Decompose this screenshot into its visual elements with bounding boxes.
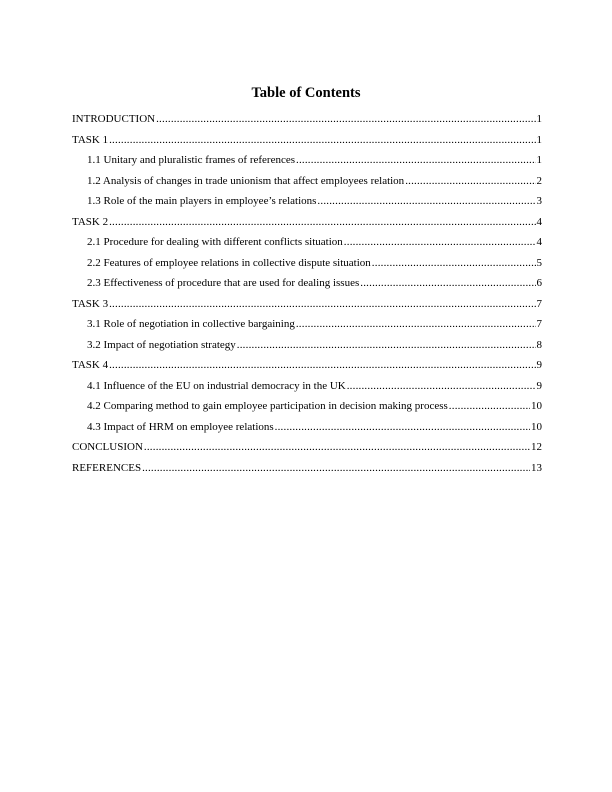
toc-leader-dots [344,235,536,249]
toc-entry-4-3[interactable] [72,420,542,441]
toc-leader-dots [109,215,535,229]
toc-entry-label: 1.1 Unitary and pluralistic frames of references [87,154,295,166]
toc-leader-dots [275,420,530,434]
toc-entry-label: 4.1 Influence of the EU on industrial democracy in the UK [87,379,346,392]
toc-entry-task-2[interactable] [72,215,542,236]
toc-entry-label: 2.2 Features of employee relations in collective dispute situation [87,256,371,269]
toc-leader-dots [109,133,535,147]
toc-title: Table of Contents [251,85,361,101]
toc-entry-page: 1 [536,154,542,166]
toc-leader-dots [109,358,535,372]
toc-entry-page: 4 [536,236,542,248]
toc-leader-dots [360,276,535,290]
toc-entry-4-1[interactable] [72,379,542,400]
toc-entry-page: 1 [536,133,542,146]
toc-entry-page: 10 [531,420,542,433]
toc-entry-2-1[interactable] [72,235,542,256]
toc-entry-label: 4.2 Comparing method to gain employee participation in decision making process [87,400,448,412]
toc-entry-label: TASK 1 [72,133,109,146]
toc-leader-dots [296,317,536,331]
toc-leader-dots [296,153,536,167]
toc-entry-task-3[interactable] [72,297,542,318]
toc-entry-page: 8 [536,338,542,351]
toc-entry-label: 1.3 Role of the main players in employee’s relations [87,195,317,207]
toc-list [72,112,542,481]
toc-entry-label: 1.2 Analysis of changes in trade unionism that affect employees relation [87,174,405,187]
toc-leader-dots [317,194,535,208]
toc-entry-label: TASK 2 [72,215,109,228]
toc-entry-label: INTRODUCTION [72,113,156,125]
toc-leader-dots [109,297,535,311]
toc-entry-page: 7 [536,297,542,310]
toc-entry-page: 1 [536,113,542,125]
toc-entry-label: REFERENCES [72,461,142,474]
toc-entry-2-3[interactable] [72,276,542,297]
toc-entry-label: TASK 3 [72,297,109,310]
toc-leader-dots [156,112,535,126]
toc-entry-page: 10 [531,400,542,412]
toc-entry-task-4[interactable] [72,358,542,379]
toc-entry-label: 3.2 Impact of negotiation strategy [87,338,236,351]
toc-entry-page: 13 [531,461,542,474]
toc-entry-2-2[interactable] [72,256,542,277]
toc-leader-dots [449,399,530,413]
toc-entry-page: 9 [536,359,542,371]
toc-entry-label: 2.1 Procedure for dealing with different conflicts situation [87,236,343,248]
toc-entry-label: 4.3 Impact of HRM on employee relations [87,420,274,433]
toc-entry-page: 2 [536,174,542,187]
toc-entry-1-1[interactable] [72,153,542,174]
toc-entry-label: 3.1 Role of negotiation in collective bargaining [87,318,295,330]
toc-entry-page: 7 [536,318,542,330]
toc-entry-page: 3 [536,195,542,207]
toc-entry-label: 2.3 Effectiveness of procedure that are used for dealing issues [87,277,360,289]
toc-entry-label: TASK 4 [72,359,109,371]
toc-entry-3-2[interactable] [72,338,542,359]
toc-entry-page: 9 [536,379,542,392]
toc-entry-1-2[interactable] [72,174,542,195]
toc-leader-dots [142,461,530,475]
toc-entry-label: CONCLUSION [72,441,143,453]
toc-entry-page: 5 [536,256,542,269]
toc-entry-page: 4 [536,215,542,228]
toc-entry-page: 6 [536,277,542,289]
toc-entry-3-1[interactable] [72,317,542,338]
toc-entry-task-1[interactable] [72,133,542,154]
toc-leader-dots [405,174,535,188]
toc-entry-1-3[interactable] [72,194,542,215]
toc-entry-references[interactable] [72,461,542,482]
toc-leader-dots [372,256,536,270]
toc-entry-conclusion[interactable] [72,440,542,461]
toc-entry-introduction[interactable] [72,112,542,133]
toc-entry-page: 12 [531,441,542,453]
toc-leader-dots [347,379,536,393]
toc-entry-4-2[interactable] [72,399,542,420]
toc-leader-dots [237,338,536,352]
toc-leader-dots [144,440,530,454]
